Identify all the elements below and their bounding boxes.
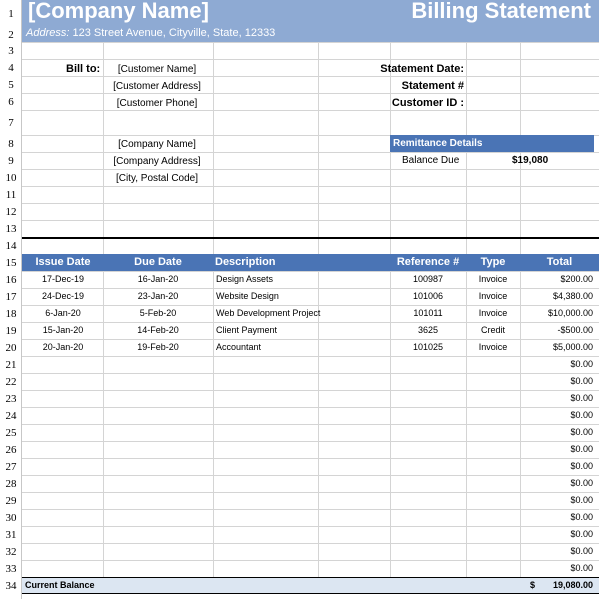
col-total[interactable]: Total (546, 256, 573, 268)
due-date-cell[interactable] (103, 407, 213, 424)
type-cell[interactable] (466, 356, 520, 373)
total-cell[interactable]: $0.00 (570, 546, 593, 556)
row-number[interactable]: 16 (5, 274, 17, 286)
type-cell[interactable]: Invoice (478, 274, 508, 284)
total-cell[interactable]: $0.00 (570, 444, 593, 454)
total-cell[interactable]: $0.00 (570, 376, 593, 386)
due-date-cell[interactable]: 23-Jan-20 (137, 291, 179, 301)
due-date-cell[interactable] (103, 560, 213, 577)
current-balance-currency: $ (530, 580, 536, 590)
grid-row-line (22, 203, 599, 204)
description-cell[interactable] (216, 356, 386, 373)
description-cell[interactable] (216, 390, 386, 407)
total-cell[interactable]: $5,000.00 (552, 342, 593, 352)
ship-city-postal-cell[interactable]: [City, Postal Code] (115, 173, 199, 184)
description-cell[interactable] (216, 509, 386, 526)
remittance-header: Remittance Details (390, 135, 594, 152)
reference-cell[interactable] (390, 356, 466, 373)
total-cell[interactable]: $0.00 (570, 427, 593, 437)
grid-row-line (22, 59, 599, 60)
document-title[interactable]: Billing Statement (411, 0, 591, 23)
reference-cell[interactable] (390, 390, 466, 407)
row-number[interactable]: 21 (5, 359, 17, 371)
row-number[interactable]: 26 (5, 444, 17, 456)
reference-cell[interactable] (390, 373, 466, 390)
row-number[interactable]: 29 (5, 495, 17, 507)
reference-cell[interactable]: 3625 (417, 325, 439, 335)
total-cell[interactable]: $0.00 (570, 529, 593, 539)
row-number[interactable]: 18 (5, 308, 17, 320)
col-issue-date[interactable]: Issue Date (35, 256, 91, 268)
row-number[interactable]: 23 (5, 393, 17, 405)
total-cell[interactable]: $0.00 (570, 563, 593, 573)
row-number[interactable]: 11 (5, 189, 17, 201)
due-date-cell[interactable] (103, 373, 213, 390)
type-cell[interactable] (466, 509, 520, 526)
reference-cell[interactable]: 101011 (413, 308, 443, 318)
issue-date-cell[interactable] (23, 356, 103, 373)
row-number[interactable]: 19 (5, 325, 17, 337)
total-cell[interactable]: $0.00 (570, 512, 593, 522)
due-date-cell[interactable] (103, 390, 213, 407)
section-divider (22, 237, 599, 239)
type-cell[interactable] (466, 543, 520, 560)
total-cell[interactable]: $10,000.00 (547, 308, 593, 318)
issue-date-cell[interactable] (23, 492, 103, 509)
issue-date-cell[interactable] (23, 526, 103, 543)
description-cell[interactable] (216, 526, 386, 543)
reference-cell[interactable]: 100987 (412, 274, 444, 284)
reference-cell[interactable] (390, 475, 466, 492)
row-number[interactable]: 17 (5, 291, 17, 303)
customer-id-label: Customer ID : (391, 97, 464, 109)
total-cell[interactable]: -$500.00 (557, 325, 593, 335)
row-number[interactable]: 33 (5, 563, 17, 575)
type-cell[interactable] (466, 424, 520, 441)
issue-date-cell[interactable] (23, 424, 103, 441)
customer-phone-cell[interactable]: [Customer Phone] (116, 98, 198, 109)
type-cell[interactable] (466, 560, 520, 577)
type-cell[interactable]: Invoice (478, 308, 508, 318)
issue-date-cell[interactable] (23, 373, 103, 390)
row-number[interactable]: 14 (5, 240, 17, 252)
address-line[interactable] (26, 27, 275, 39)
description-cell[interactable]: Design Assets (216, 274, 274, 284)
description-cell[interactable] (216, 458, 386, 475)
description-cell[interactable]: Website Design (216, 291, 279, 301)
current-balance-label: Current Balance (25, 580, 95, 590)
description-cell[interactable] (216, 475, 386, 492)
balance-due-label: Balance Due (402, 155, 460, 166)
description-cell[interactable] (216, 373, 386, 390)
type-cell[interactable] (466, 492, 520, 509)
description-cell[interactable] (216, 560, 386, 577)
row-number[interactable]: 6 (8, 96, 14, 108)
row-number[interactable]: 34 (5, 580, 17, 592)
description-cell[interactable] (216, 441, 386, 458)
total-cell[interactable]: $0.00 (570, 359, 593, 369)
customer-address-cell[interactable]: [Customer Address] (113, 81, 201, 92)
due-date-cell[interactable]: 14-Feb-20 (137, 325, 179, 335)
row-number[interactable]: 4 (8, 62, 14, 74)
col-type[interactable]: Type (480, 256, 506, 268)
row-number[interactable]: 25 (5, 427, 17, 439)
issue-date-cell[interactable] (23, 407, 103, 424)
row-number[interactable]: 3 (8, 45, 14, 57)
total-cell[interactable]: $0.00 (570, 393, 593, 403)
type-cell[interactable] (466, 475, 520, 492)
row-number[interactable]: 12 (5, 206, 17, 218)
row-number[interactable]: 9 (8, 155, 14, 167)
due-date-cell[interactable] (103, 458, 213, 475)
due-date-cell[interactable] (103, 356, 213, 373)
due-date-cell[interactable] (103, 509, 213, 526)
current-balance-value[interactable]: 19,080.00 (552, 580, 593, 590)
balance-due-value[interactable]: $19,080 (512, 155, 549, 166)
issue-date-cell[interactable] (23, 390, 103, 407)
reference-cell[interactable] (390, 509, 466, 526)
grid-row-line (22, 220, 599, 221)
type-cell[interactable] (466, 390, 520, 407)
issue-date-cell[interactable] (23, 458, 103, 475)
issue-date-cell[interactable]: 20-Jan-20 (42, 342, 84, 352)
due-date-cell[interactable] (103, 441, 213, 458)
description-cell[interactable] (216, 424, 386, 441)
type-cell[interactable]: Invoice (478, 291, 508, 301)
address-label: Address: (26, 27, 70, 39)
total-cell[interactable]: $0.00 (570, 410, 593, 420)
ship-company-address-cell[interactable]: [Company Address] (113, 156, 201, 167)
description-cell[interactable]: Web Development Project (216, 308, 321, 318)
row-number[interactable]: 8 (8, 138, 14, 150)
row-number[interactable]: 30 (5, 512, 17, 524)
reference-cell[interactable] (390, 526, 466, 543)
reference-cell[interactable] (390, 458, 466, 475)
total-cell[interactable]: $4,380.00 (552, 291, 593, 301)
row-number[interactable]: 7 (8, 117, 14, 129)
type-cell[interactable] (466, 373, 520, 390)
row-number[interactable]: 28 (5, 478, 17, 490)
type-cell[interactable] (466, 458, 520, 475)
row-number[interactable]: 5 (8, 79, 14, 91)
reference-cell[interactable] (390, 424, 466, 441)
due-date-cell[interactable] (103, 526, 213, 543)
col-due-date[interactable]: Due Date (134, 256, 182, 268)
due-date-cell[interactable]: 16-Jan-20 (137, 274, 179, 284)
due-date-cell[interactable] (103, 424, 213, 441)
total-cell[interactable]: $0.00 (570, 495, 593, 505)
description-cell[interactable] (216, 407, 386, 424)
due-date-cell[interactable] (103, 492, 213, 509)
statement-number-label: Statement # (401, 80, 464, 92)
reference-cell[interactable] (390, 560, 466, 577)
row-number[interactable]: 27 (5, 461, 17, 473)
issue-date-cell[interactable] (23, 475, 103, 492)
description-cell[interactable]: Accountant (216, 342, 262, 352)
type-cell[interactable] (466, 526, 520, 543)
due-date-cell[interactable] (103, 475, 213, 492)
address-value: 123 Street Avenue, Cityville, State, 12333 (72, 27, 276, 39)
reference-cell[interactable] (390, 407, 466, 424)
customer-name-cell[interactable]: [Customer Name] (117, 64, 197, 75)
due-date-cell[interactable] (103, 543, 213, 560)
row-number[interactable]: 22 (5, 376, 17, 388)
reference-cell[interactable]: 101006 (412, 291, 444, 301)
issue-date-cell[interactable]: 24-Dec-19 (41, 291, 85, 301)
reference-cell[interactable] (390, 441, 466, 458)
ship-company-name-cell[interactable]: [Company Name] (118, 139, 196, 150)
bill-to-label: Bill to: (66, 63, 101, 75)
type-cell[interactable]: Credit (480, 325, 505, 335)
row-number[interactable]: 32 (5, 546, 17, 558)
due-date-cell[interactable]: 19-Feb-20 (137, 342, 179, 352)
issue-date-cell[interactable] (23, 441, 103, 458)
total-cell[interactable]: $0.00 (570, 478, 593, 488)
reference-cell[interactable] (390, 543, 466, 560)
row-number[interactable]: 1 (8, 8, 14, 20)
total-cell[interactable]: $0.00 (570, 461, 593, 471)
row-number[interactable]: 15 (5, 257, 17, 269)
grid-row-line (22, 42, 599, 43)
type-cell[interactable]: Invoice (478, 342, 508, 352)
issue-date-cell[interactable] (23, 560, 103, 577)
current-balance-bar (22, 577, 599, 594)
issue-date-cell[interactable] (23, 543, 103, 560)
col-reference[interactable]: Reference # (396, 256, 460, 268)
reference-cell[interactable]: 101025 (412, 342, 444, 352)
row-number[interactable]: 24 (5, 410, 17, 422)
row-number[interactable]: 2 (8, 29, 14, 41)
row-number[interactable]: 20 (5, 342, 17, 354)
reference-cell[interactable] (390, 492, 466, 509)
row-number[interactable]: 10 (5, 172, 17, 184)
col-description[interactable]: Description (215, 256, 276, 268)
company-name[interactable]: [Company Name] (28, 0, 209, 23)
statement-date-label: Statement Date: (380, 63, 464, 75)
type-cell[interactable] (466, 407, 520, 424)
row-number[interactable]: 13 (5, 223, 17, 235)
description-cell[interactable] (216, 492, 386, 509)
description-cell[interactable]: Client Payment (216, 325, 278, 335)
type-cell[interactable] (466, 441, 520, 458)
due-date-cell[interactable]: 5-Feb-20 (139, 308, 177, 318)
grid-col-line (213, 42, 214, 577)
row-number[interactable]: 31 (5, 529, 17, 541)
issue-date-cell[interactable]: 6-Jan-20 (45, 308, 81, 318)
issue-date-cell[interactable]: 17-Dec-19 (41, 274, 85, 284)
total-cell[interactable]: $200.00 (560, 274, 593, 284)
issue-date-cell[interactable] (23, 509, 103, 526)
description-cell[interactable] (216, 543, 386, 560)
issue-date-cell[interactable]: 15-Jan-20 (42, 325, 84, 335)
